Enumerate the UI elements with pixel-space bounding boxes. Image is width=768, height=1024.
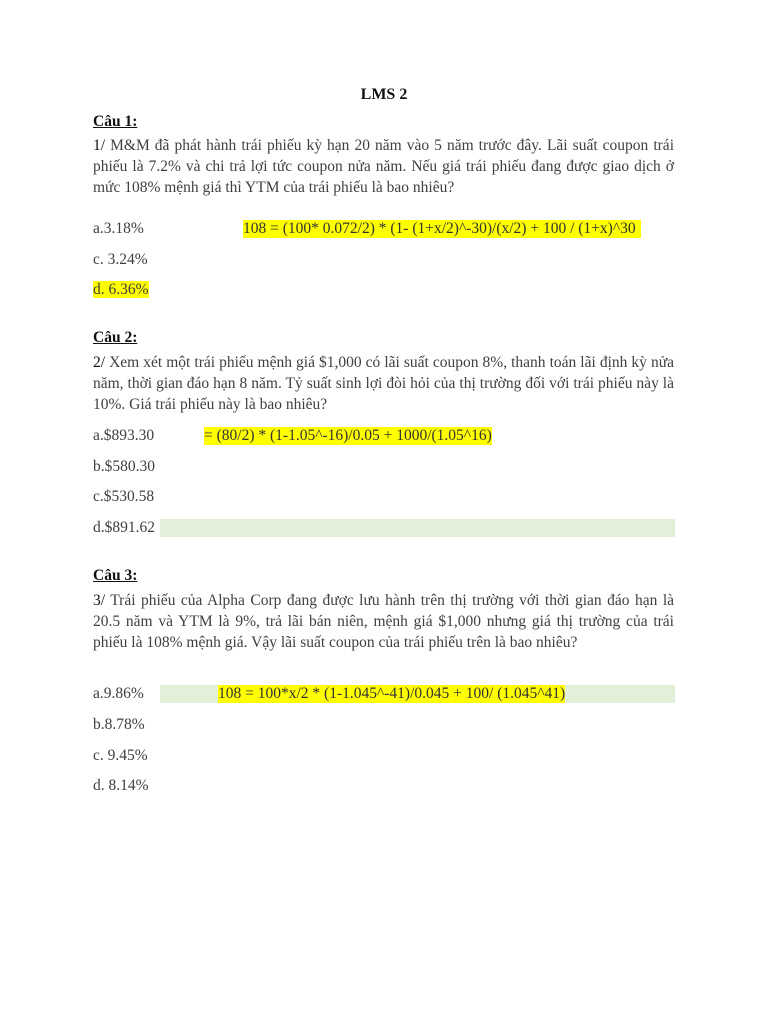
q1-option-c: c. 3.24% (93, 251, 148, 268)
page-title: LMS 2 (360, 86, 408, 103)
q1-number: 1/ (93, 137, 106, 154)
q3-option-d: d. 8.14% (93, 777, 149, 794)
q3-option-a: a.9.86% (93, 685, 144, 702)
q2-option-a: a.$893.30 (93, 427, 155, 444)
q3-formula: 108 = 100*x/2 * (1-1.045^-41)/0.045 + 100/ (1.045^41) (218, 685, 566, 702)
q1-option-a: a.3.18% (93, 220, 144, 237)
q3-body: Trái phiếu của Alpha Corp đang được lưu hành trên thị trường với thời gian đáo hạn là 20.5 năm và YTM là 9%, trả lãi bán niên, mệnh giá $1,000 nhưng giá thị trường của trái phiếu là 108% mệnh giá. Vậy lãi suất coupon của trái phiếu trên là bao nhiêu? (93, 592, 674, 651)
q2-answer-shade (160, 519, 675, 537)
q1-option-d (93, 280, 149, 300)
q2-option-d: d.$891.62 (93, 519, 155, 536)
q2-option-b: b.$580.30 (93, 458, 155, 475)
q2-number: 2/ (93, 354, 106, 371)
q1-heading: Câu 1: (93, 113, 138, 130)
q2-body: Xem xét một trái phiếu mệnh giá $1,000 có lãi suất coupon 8%, thanh toán lãi định kỳ nửa năm, thời gian đáo hạn 8 năm. Tỷ suất sinh lợi đòi hỏi của thị trường đối với trái phiếu này là 10%. Giá trái phiếu này là bao nhiêu? (93, 354, 674, 413)
q3-heading: Câu 3: (93, 567, 138, 584)
q2-text (93, 352, 674, 415)
q2-formula: = (80/2) * (1-1.05^-16)/0.05 + 1000/(1.05^16) (204, 427, 492, 444)
q3-option-b: b.8.78% (93, 716, 145, 733)
q2-option-c: c.$530.58 (93, 488, 155, 505)
q1-formula: 108 = (100* 0.072/2) * (1- (1+x/2)^-30)/(x/2) + 100 / (1+x)^30 (243, 220, 641, 238)
q1-text (93, 135, 674, 198)
q3-option-c: c. 9.45% (93, 747, 148, 764)
q1-body: M&M đã phát hành trái phiếu kỳ hạn 20 năm vào 5 năm trước đây. Lãi suất coupon trái phiếu là 7.2% và chi trả lợi tức coupon nửa năm. Nếu giá trái phiếu đang được giao dịch ở mức 108% mệnh giá thì YTM của trái phiếu là bao nhiêu? (93, 137, 674, 196)
q1-answer-highlight: d. 6.36% (93, 281, 149, 298)
q3-number: 3/ (93, 592, 106, 609)
q3-text (93, 590, 674, 653)
q2-heading: Câu 2: (93, 329, 138, 346)
